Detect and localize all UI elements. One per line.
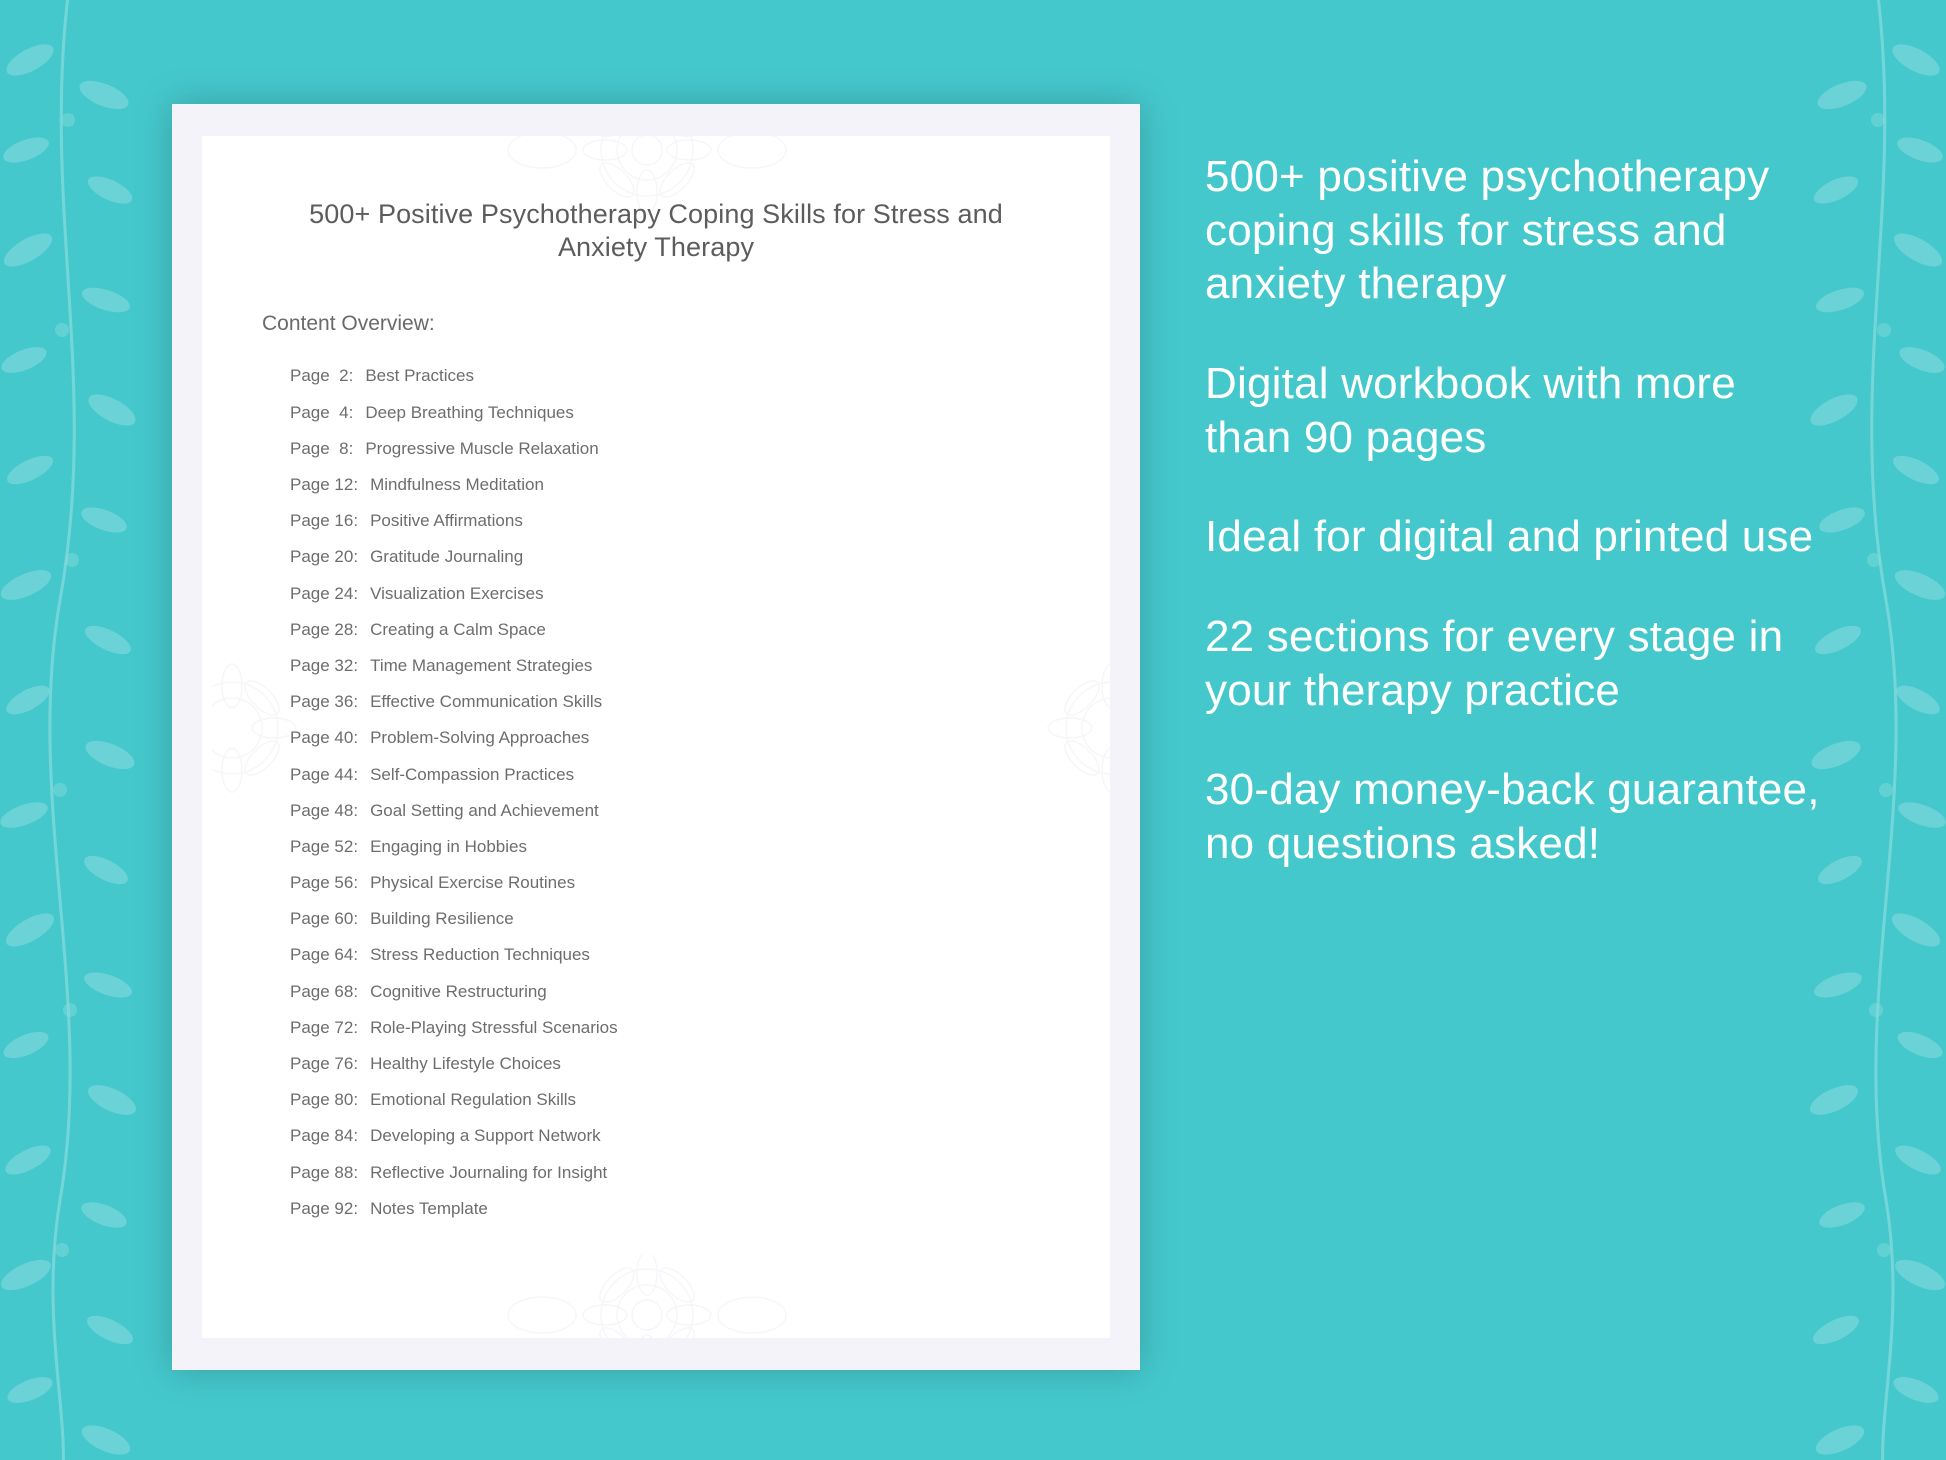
marketing-bullet: Digital workbook with more than 90 pages [1205, 359, 1736, 462]
toc-entry-title: Engaging in Hobbies [370, 836, 527, 856]
marketing-bullet: 22 sections for every stage in your therapy practice [1205, 612, 1784, 715]
toc-entry-title: Creating a Calm Space [370, 619, 546, 639]
list-item [290, 611, 1052, 647]
toc-page-number: Page 48: [290, 800, 359, 820]
toc-entry-title: Reflective Journaling for Insight [370, 1162, 608, 1182]
toc-entry-title: Progressive Muscle Relaxation [365, 438, 599, 458]
list-item [290, 973, 1052, 1009]
mandala-watermark-left-icon [212, 628, 302, 833]
mandala-watermark-bottom-icon [502, 1255, 792, 1338]
toc-page-number: Page 72: [290, 1017, 359, 1037]
toc-page-number: Page 24: [290, 583, 359, 603]
list-item [290, 792, 1052, 828]
toc-page-number: Page 80: [290, 1090, 359, 1110]
list-item [290, 1190, 1052, 1226]
toc-entry-title: Goal Setting and Achievement [370, 800, 599, 820]
toc-page-number: Page 12: [290, 475, 359, 495]
toc-page-number: Page 2: [290, 366, 354, 386]
list-item [290, 865, 1052, 901]
workbook-page [172, 104, 1140, 1370]
workbook-page-inner [202, 136, 1110, 1338]
toc-entry-title: Cognitive Restructuring [370, 981, 547, 1001]
mandala-watermark-right-icon [1042, 628, 1110, 833]
toc-page-number: Page 8: [290, 438, 354, 458]
toc-entry-title: Emotional Regulation Skills [370, 1090, 577, 1110]
toc-page-number: Page 20: [290, 547, 359, 567]
toc-entry-title: Self-Compassion Practices [370, 764, 575, 784]
toc-page-number: Page 40: [290, 728, 359, 748]
toc-page-number: Page 32: [290, 655, 359, 675]
toc-page-number: Page 56: [290, 873, 359, 893]
list-item [290, 466, 1052, 502]
toc-entry-title: Developing a Support Network [370, 1126, 601, 1146]
list-item [290, 1154, 1052, 1190]
table-of-contents [290, 358, 1052, 1227]
list-item [290, 720, 1052, 756]
list-item [290, 1082, 1052, 1118]
toc-page-number: Page 16: [290, 511, 359, 531]
toc-entry-title: Best Practices [365, 366, 474, 386]
list-item [290, 1009, 1052, 1045]
toc-entry-title: Mindfulness Meditation [370, 475, 544, 495]
toc-page-number: Page 4: [290, 402, 354, 422]
toc-page-number: Page 36: [290, 692, 359, 712]
toc-entry-title: Visualization Exercises [370, 583, 544, 603]
marketing-bullet: 500+ positive psychotherapy coping skills for stress and anxiety therapy [1205, 152, 1770, 309]
list-item [290, 684, 1052, 720]
toc-page-number: Page 64: [290, 945, 359, 965]
toc-page-number: Page 44: [290, 764, 359, 784]
toc-page-number: Page 92: [290, 1198, 359, 1218]
toc-entry-title: Physical Exercise Routines [370, 873, 576, 893]
toc-entry-title: Problem-Solving Approaches [370, 728, 590, 748]
list-item [290, 358, 1052, 394]
list-item [290, 430, 1052, 466]
list-item [290, 828, 1052, 864]
list-item [290, 647, 1052, 683]
toc-page-number: Page 68: [290, 981, 359, 1001]
toc-page-number: Page 76: [290, 1054, 359, 1074]
toc-entry-title: Healthy Lifestyle Choices [370, 1054, 561, 1074]
toc-entry-title: Gratitude Journaling [370, 547, 524, 567]
list-item [290, 937, 1052, 973]
list-item [290, 1045, 1052, 1081]
toc-page-number: Page 88: [290, 1162, 359, 1182]
toc-entry-title: Notes Template [370, 1198, 488, 1218]
marketing-bullet: Ideal for digital and printed use [1205, 512, 1814, 562]
toc-page-number: Page 52: [290, 836, 359, 856]
toc-page-number: Page 60: [290, 909, 359, 929]
list-item [290, 394, 1052, 430]
list-item [290, 503, 1052, 539]
list-item [290, 575, 1052, 611]
list-item [290, 756, 1052, 792]
list-item [290, 901, 1052, 937]
toc-page-number: Page 28: [290, 619, 359, 639]
toc-entry-title: Role-Playing Stressful Scenarios [370, 1017, 618, 1037]
page-title: 500+ Positive Psychotherapy Coping Skills for Stress and Anxiety Therapy [309, 199, 1003, 262]
list-item [290, 539, 1052, 575]
toc-page-number: Page 84: [290, 1126, 359, 1146]
list-item [290, 1118, 1052, 1154]
botanical-vine-left-icon [0, 0, 150, 1460]
marketing-bullet: 30-day money-back guarantee, no questions asked! [1205, 765, 1820, 869]
toc-entry-title: Stress Reduction Techniques [370, 945, 590, 965]
toc-entry-title: Deep Breathing Techniques [365, 402, 574, 422]
toc-entry-title: Effective Communication Skills [370, 692, 603, 712]
toc-entry-title: Building Resilience [370, 909, 514, 929]
content-overview-label: Content Overview: [262, 311, 435, 335]
marketing-bullets [1205, 150, 1825, 871]
toc-entry-title: Positive Affirmations [370, 511, 523, 531]
toc-entry-title: Time Management Strategies [370, 655, 593, 675]
